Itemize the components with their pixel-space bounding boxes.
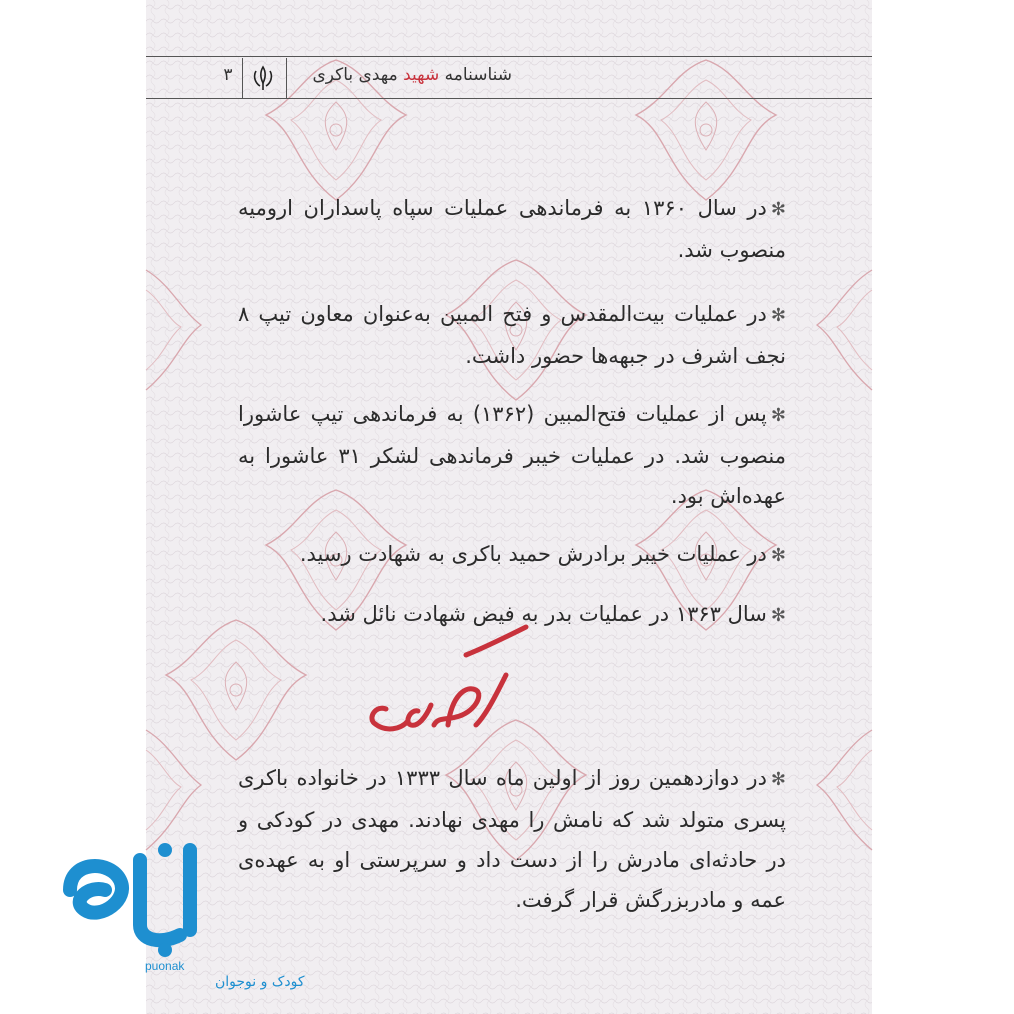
- header-title-accent: شهید: [403, 65, 440, 85]
- book-page: [146, 0, 872, 1014]
- page-number: ۳: [223, 65, 233, 85]
- paragraph-text: در عملیات خیبر برادرش حمید باکری به شهادت رسید.: [299, 542, 767, 566]
- iran-emblem-icon: [248, 63, 278, 93]
- paragraph-text: سال ۱۳۶۳ در عملیات بدر به فیض شهادت نائل شد.: [320, 602, 767, 626]
- handwritten-heading-art: [356, 625, 536, 745]
- header-title-prefix: شناسنامه: [444, 65, 512, 85]
- running-header: [146, 58, 872, 98]
- asterisk-bullet-icon: ✻: [770, 545, 786, 566]
- section-heading: [356, 625, 536, 745]
- asterisk-bullet-icon: ✻: [770, 605, 786, 626]
- header-title-suffix: مهدی باکری: [312, 65, 398, 85]
- header-divider: [286, 58, 287, 98]
- puonak-logo-icon: [50, 830, 305, 990]
- asterisk-bullet-icon: ✻: [770, 405, 786, 426]
- asterisk-bullet-icon: ✻: [770, 769, 787, 790]
- header-divider: [242, 58, 243, 98]
- paragraph: [238, 394, 786, 516]
- paragraph-text: پس از عملیات فتح‌المبین (۱۳۶۲) به فرماندهی تیپ عاشورا منصوب شد. در عملیات خیبر فرماندهی لشکر ۳۱ عاشورا به عهده‌اش بود.: [238, 402, 786, 508]
- asterisk-bullet-icon: ✻: [770, 305, 786, 326]
- puonak-latin: puonak: [145, 959, 185, 973]
- puonak-watermark: [50, 830, 305, 990]
- asterisk-bullet-icon: ✻: [770, 199, 786, 220]
- header-rule-top: [146, 56, 872, 57]
- header-rule-bottom: [146, 98, 872, 99]
- paragraph: [238, 188, 786, 270]
- paragraph-text: در سال ۱۳۶۰ به فرماندهی عملیات سپاه پاسداران ارومیه منصوب شد.: [238, 196, 786, 262]
- paragraph-text: در دوازدهمین روز از اولین ماه سال ۱۳۳۳ در خانواده باکری پسری متولد شد که نامش را مهدی نهادند. مهدی در کودکی و در حادثه‌ای مادرش را از دست داد و سرپرستی او به عهده‌ی عمه و مادربزرگش قرار گرفت.: [238, 766, 786, 912]
- puonak-tagline: کودک و نوجوان: [215, 974, 305, 990]
- paragraph: [238, 294, 786, 376]
- paragraph: [238, 534, 786, 576]
- paragraph: [238, 758, 786, 920]
- header-title: [312, 65, 512, 85]
- paragraph-text: در عملیات بیت‌المقدس و فتح المبین به‌عنوان معاون تیپ ۸ نجف اشرف در جبهه‌ها حضور داشت.: [238, 302, 786, 368]
